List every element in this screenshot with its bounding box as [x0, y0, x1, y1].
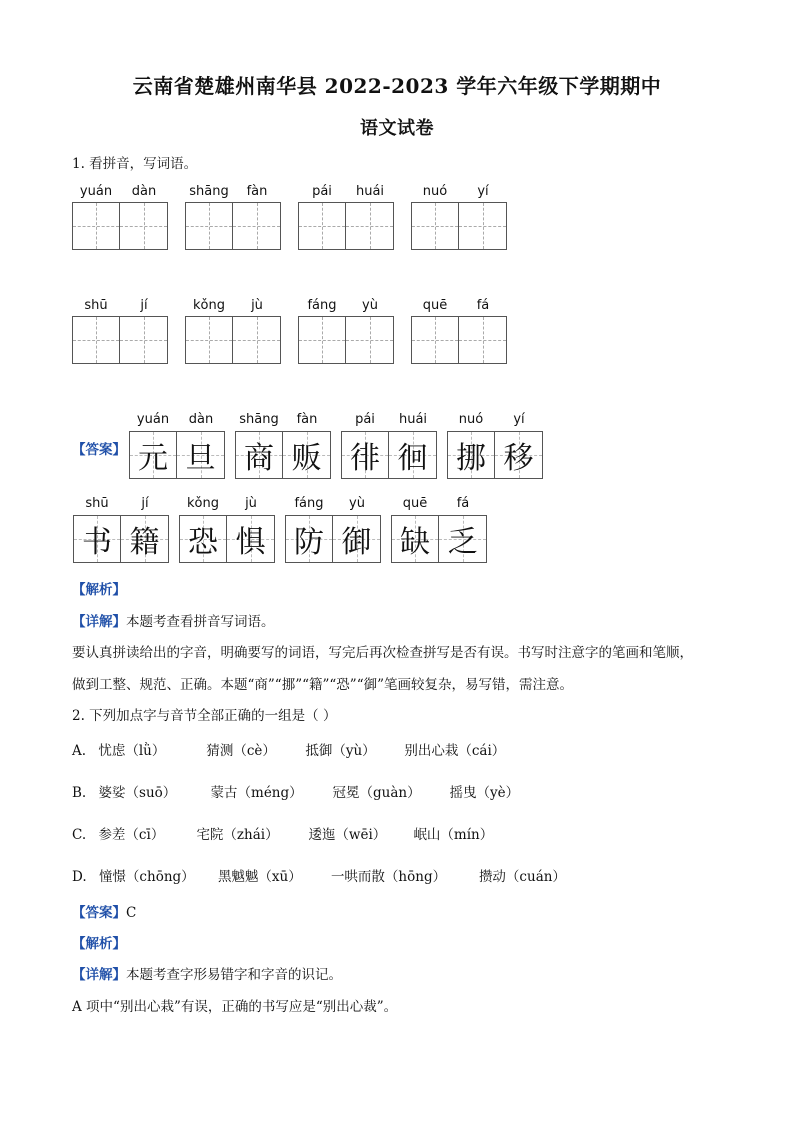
- option-item: 黑魆魆（xū）: [217, 869, 302, 885]
- option-d[interactable]: [72, 865, 566, 885]
- detail-text: 本题考查看拼音写词语。: [126, 614, 275, 630]
- option-label: B.: [72, 785, 87, 801]
- page-subtitle: 语文试卷: [360, 118, 434, 139]
- option-label: C.: [72, 827, 87, 843]
- answer-char: 贩: [291, 441, 322, 476]
- grid-cell[interactable]: [233, 202, 281, 250]
- option-item: 一哄而散（hōng）: [330, 869, 447, 885]
- writing-grid[interactable]: [411, 316, 507, 364]
- detail-paragraph: A 项中“别出心栽”有误，正确的书写应是“别出心裁”。: [72, 999, 398, 1015]
- pinyin: shāng: [239, 412, 279, 427]
- option-item: 婆娑（suō）: [98, 785, 177, 801]
- answer-label: 【答案】: [72, 905, 126, 921]
- pinyin: fá: [476, 298, 490, 313]
- pinyin: nuó: [458, 412, 484, 427]
- answer-char: 缺: [400, 525, 430, 560]
- pinyin: jí: [140, 298, 148, 313]
- pinyin: fàn: [296, 412, 318, 427]
- analysis-label: 【解析】: [72, 936, 126, 952]
- answer-char: 惧: [235, 525, 266, 560]
- answer-char: 旦: [185, 441, 216, 476]
- answer-value: C: [126, 905, 137, 921]
- pinyin: quē: [422, 298, 448, 313]
- grid-cell[interactable]: [298, 202, 346, 250]
- pinyin: jù: [245, 496, 257, 511]
- answer-char: 恐: [188, 525, 218, 560]
- option-item: 岷山（mín）: [413, 827, 494, 843]
- option-item: 猜测（cè）: [206, 743, 276, 759]
- writing-grid[interactable]: [185, 316, 281, 364]
- pinyin: shū: [84, 298, 108, 313]
- pinyin: yí: [513, 412, 525, 427]
- answer-char: 籍: [129, 525, 160, 560]
- answer-char: 徘: [350, 441, 380, 476]
- detail-label: 【详解】: [72, 967, 126, 983]
- pinyin: pái: [355, 412, 375, 427]
- option-c[interactable]: [72, 823, 493, 843]
- pinyin: pái: [312, 184, 332, 199]
- pinyin: yuán: [136, 412, 170, 427]
- pinyin: fáng: [294, 496, 324, 511]
- pinyin: yí: [477, 184, 489, 199]
- pinyin: yù: [362, 298, 378, 313]
- answer-char: 书: [82, 525, 112, 560]
- writing-grid[interactable]: [72, 316, 168, 364]
- answer-char: 徊: [397, 441, 428, 476]
- answer-grid: [391, 515, 487, 563]
- pinyin: yù: [349, 496, 365, 511]
- answer-grid: [447, 431, 543, 479]
- pinyin: nuó: [422, 184, 448, 199]
- writing-grid[interactable]: [298, 316, 394, 364]
- grid-cell[interactable]: [120, 202, 168, 250]
- option-item: 参差（cī）: [98, 827, 165, 843]
- detail-paragraph: 做到工整、规范、正确。本题“商”“挪”“籍”“恐”“御”笔画较复杂，易写错，需注意。: [72, 677, 574, 693]
- pinyin: fá: [456, 496, 470, 511]
- option-label: D.: [72, 869, 87, 885]
- answer-grid: [129, 431, 225, 479]
- answer-char: 商: [244, 441, 274, 476]
- answer-grid: [73, 515, 169, 563]
- pinyin: dàn: [188, 412, 214, 427]
- pinyin: dàn: [131, 184, 157, 199]
- grid-cell[interactable]: [411, 202, 459, 250]
- pinyin: huái: [398, 412, 428, 427]
- grid-cell[interactable]: [72, 316, 120, 364]
- grid-cell[interactable]: [72, 202, 120, 250]
- option-item: 摇曳（yè）: [449, 785, 520, 801]
- detail-line: [72, 610, 275, 630]
- pinyin: kǒng: [187, 496, 219, 511]
- grid-cell[interactable]: [459, 316, 507, 364]
- pinyin: quē: [402, 496, 428, 511]
- answer-char: 元: [138, 441, 168, 476]
- detail-paragraph: 要认真拼读给出的字音，明确要写的词语，写完后再次检查拼写是否有误。书写时注意字的笔画和笔顺，: [72, 645, 693, 661]
- analysis-label: 【解析】: [72, 582, 126, 598]
- option-item: 蒙古（méng）: [210, 785, 303, 801]
- q2-stem: 2. 下列加点字与音节全部正确的一组是（ ）: [72, 708, 337, 724]
- grid-cell[interactable]: [411, 316, 459, 364]
- option-item: 忧虑（lǜ）: [98, 743, 166, 759]
- pinyin: jù: [251, 298, 263, 313]
- writing-grid[interactable]: [185, 202, 281, 250]
- grid-cell[interactable]: [346, 316, 394, 364]
- option-item: 逶迤（wēi）: [308, 827, 387, 843]
- pinyin: shāng: [189, 184, 229, 199]
- q1-stem: 1. 看拼音，写词语。: [72, 156, 198, 172]
- option-item: 抵御（yù）: [305, 743, 376, 759]
- option-item: 攒动（cuán）: [478, 869, 566, 885]
- option-item: 别出心栽（cái）: [404, 743, 506, 759]
- writing-grid[interactable]: [411, 202, 507, 250]
- grid-cell[interactable]: [298, 316, 346, 364]
- pinyin: huái: [355, 184, 385, 199]
- pinyin: kǒng: [193, 298, 225, 313]
- writing-grid[interactable]: [72, 202, 168, 250]
- grid-cell[interactable]: [346, 202, 394, 250]
- pinyin: fàn: [246, 184, 268, 199]
- grid-cell[interactable]: [120, 316, 168, 364]
- pinyin: yuán: [79, 184, 113, 199]
- writing-grid[interactable]: [298, 202, 394, 250]
- detail-line: [72, 963, 342, 983]
- answer-grid: [285, 515, 381, 563]
- answer-char: 御: [341, 525, 372, 560]
- answer-char: 防: [294, 525, 324, 560]
- grid-cell[interactable]: [459, 202, 507, 250]
- option-item: 宅院（zhái）: [196, 827, 279, 843]
- grid-cell[interactable]: [185, 202, 233, 250]
- q2-answer-line: [72, 901, 136, 921]
- option-a[interactable]: [72, 739, 505, 759]
- pinyin: jí: [141, 496, 149, 511]
- answer-grid: [179, 515, 275, 563]
- answer-grid: [341, 431, 437, 479]
- pinyin: fáng: [307, 298, 337, 313]
- answer-char: 乏: [447, 525, 478, 560]
- grid-cell[interactable]: [233, 316, 281, 364]
- answer-char: 移: [503, 441, 534, 476]
- answer-char: 挪: [456, 441, 486, 476]
- answer-grid: [235, 431, 331, 479]
- option-label: A.: [72, 743, 87, 759]
- option-b[interactable]: [72, 781, 519, 801]
- detail-text: 本题考查字形易错字和字音的识记。: [126, 967, 342, 983]
- grid-cell[interactable]: [185, 316, 233, 364]
- option-item: 冠冕（guàn）: [332, 785, 421, 801]
- answer-label: 【答案】: [72, 442, 126, 458]
- option-item: 憧憬（chōng）: [98, 869, 195, 885]
- detail-label: 【详解】: [72, 614, 126, 630]
- page-title: 云南省楚雄州南华县 2022-2023 学年六年级下学期期中: [132, 74, 662, 98]
- pinyin: shū: [85, 496, 109, 511]
